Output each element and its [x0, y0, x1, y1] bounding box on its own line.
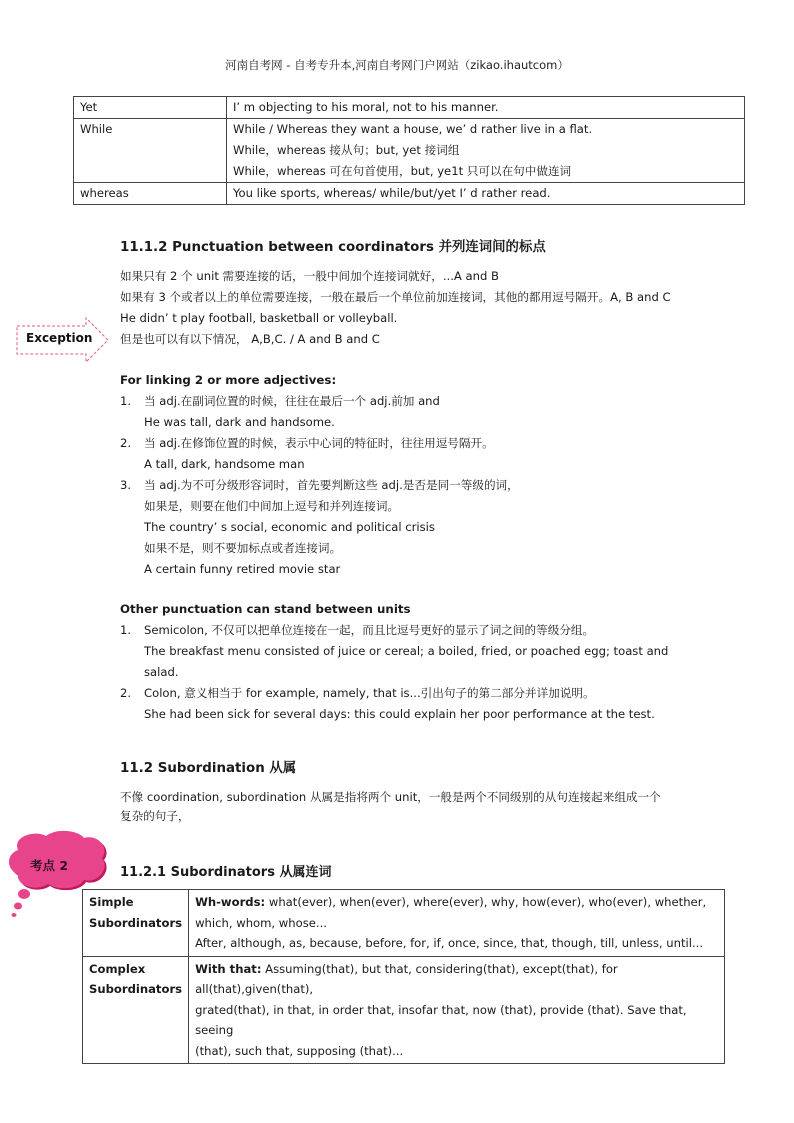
subheading: For linking 2 or more adjectives: — [120, 373, 337, 387]
table-line: I’ m objecting to his moral, not to his manner. — [233, 100, 499, 114]
list-item: A certain funny retired movie star — [144, 562, 341, 576]
subordinators-table — [82, 889, 725, 1064]
table-cell-detail — [189, 956, 725, 1064]
list-item: The country’ s social, economic and political crisis — [144, 520, 435, 534]
list-item: 当 adj.在副词位置的时候，往往在最后一个 adj.前加 and — [144, 394, 440, 408]
detail-label: Wh-words: — [195, 895, 266, 909]
list-item: A tall, dark, handsome man — [144, 457, 305, 471]
table-row — [74, 97, 745, 119]
paragraph-line: 如果只有 2 个 unit 需要连接的话，一般中间加个连接词就好，...A and B — [120, 269, 499, 283]
paragraph-line: 但是也可以有以下情况， A,B,C. / A and B and C — [120, 332, 380, 346]
detail-label: With that: — [195, 961, 262, 976]
term-line: Subordinators — [89, 982, 183, 996]
term-line: Complex — [89, 961, 146, 976]
list-item: Semicolon, 不仅可以把单位连接在一起，而且比逗号更好的显示了词之间的等级分组。 — [144, 623, 595, 637]
table-cell-term: While — [74, 119, 227, 183]
table-cell-example — [227, 183, 745, 205]
detail-line: which, whom, whose... — [195, 915, 327, 930]
table-cell-term — [83, 890, 189, 957]
table-line: You like sports, whereas/ while/but/yet I’ d rather read. — [233, 186, 551, 200]
table-cell-example — [227, 97, 745, 119]
list-number: 2. — [120, 686, 132, 700]
list-item: He was tall, dark and handsome. — [144, 415, 335, 429]
table-line: While / Whereas they want a house, we’ d rather live in a flat. — [233, 122, 593, 136]
table-cell-term: Yet — [74, 97, 227, 119]
list-item: Colon, 意义相当于 for example, namely, that is...引出句子的第二部分并详加说明。 — [144, 686, 595, 700]
exception-label: Exception — [26, 331, 93, 345]
detail-line: (that), such that, supposing (that)... — [195, 1043, 404, 1058]
list-item: salad. — [144, 665, 179, 679]
detail-line — [195, 892, 718, 913]
table-row — [83, 956, 725, 1064]
term-line: Subordinators — [89, 915, 183, 930]
table-cell-term — [83, 956, 189, 1064]
table-line: While，whereas 可在句首使用，but, ye1t 只可以在句中做连词 — [233, 164, 572, 178]
badge-label: 考点 2 — [30, 858, 69, 873]
list-number: 2. — [120, 436, 132, 450]
section-heading: 11.1.2 Punctuation between coordinators 并列连词间的标点 — [120, 240, 546, 255]
list-item: 如果是，则要在他们中间加上逗号和并列连接词。 — [144, 499, 400, 513]
list-number: 1. — [120, 394, 132, 408]
paragraph-line: 复杂的句子， — [120, 809, 190, 823]
term-line: Simple — [89, 895, 134, 909]
table-row — [74, 119, 745, 183]
exception-callout — [16, 316, 110, 368]
table-cell-term: whereas — [74, 183, 227, 205]
table-row — [83, 890, 725, 957]
table-row — [74, 183, 745, 205]
table-cell-detail — [189, 890, 725, 957]
table-line: While，whereas 接从句；but, yet 接词组 — [233, 143, 460, 157]
list-item: The breakfast menu consisted of juice or cereal; a boiled, fried, or poached egg; toast and — [144, 644, 669, 658]
detail-line — [195, 959, 718, 1000]
detail-line: After, although, as, because, before, for, if, once, since, that, though, till, unless, until... — [195, 936, 704, 950]
list-number: 3. — [120, 478, 132, 492]
subheading: Other punctuation can stand between units — [120, 602, 411, 616]
section-heading: 11.2 Subordination 从属 — [120, 761, 297, 776]
list-item: 当 adj.在修饰位置的时候，表示中心词的特征时，往往用逗号隔开。 — [144, 436, 494, 450]
conjunction-table — [73, 96, 745, 205]
paragraph-line: 不像 coordination, subordination 从属是指将两个 unit，一般是两个不同级别的从句连接起来组成一个 — [120, 790, 661, 804]
paragraph-line: 如果有 3 个或者以上的单位需要连接，一般在最后一个单位前加连接词，其他的都用逗号隔开。A, B and C — [120, 290, 671, 304]
table-cell-example — [227, 119, 745, 183]
detail-text: Assuming(that), but that, considering(that), except(that), for all(that),given(that), — [195, 961, 618, 996]
section-heading: 11.2.1 Subordinators 从属连词 — [120, 865, 332, 880]
paragraph-line: He didn’ t play football, basketball or volleyball. — [120, 311, 398, 325]
page-header: 河南自考网 - 自考专升本,河南自考网门户网站（zikao.ihautcom） — [225, 58, 569, 72]
list-item: 当 adj.为不可分级形容词时，首先要判断这些 adj.是否是同一等级的词， — [144, 478, 519, 492]
list-number: 1. — [120, 623, 132, 637]
detail-text: what(ever), when(ever), where(ever), why, how(ever), who(ever), whether, — [265, 895, 707, 909]
list-item: 如果不是，则不要加标点或者连接词。 — [144, 541, 342, 555]
list-item: She had been sick for several days: this could explain her poor performance at the test. — [144, 707, 655, 721]
detail-line: grated(that), in that, in order that, insofar that, now (that), provide (that). Save that, seeing — [195, 1002, 687, 1037]
